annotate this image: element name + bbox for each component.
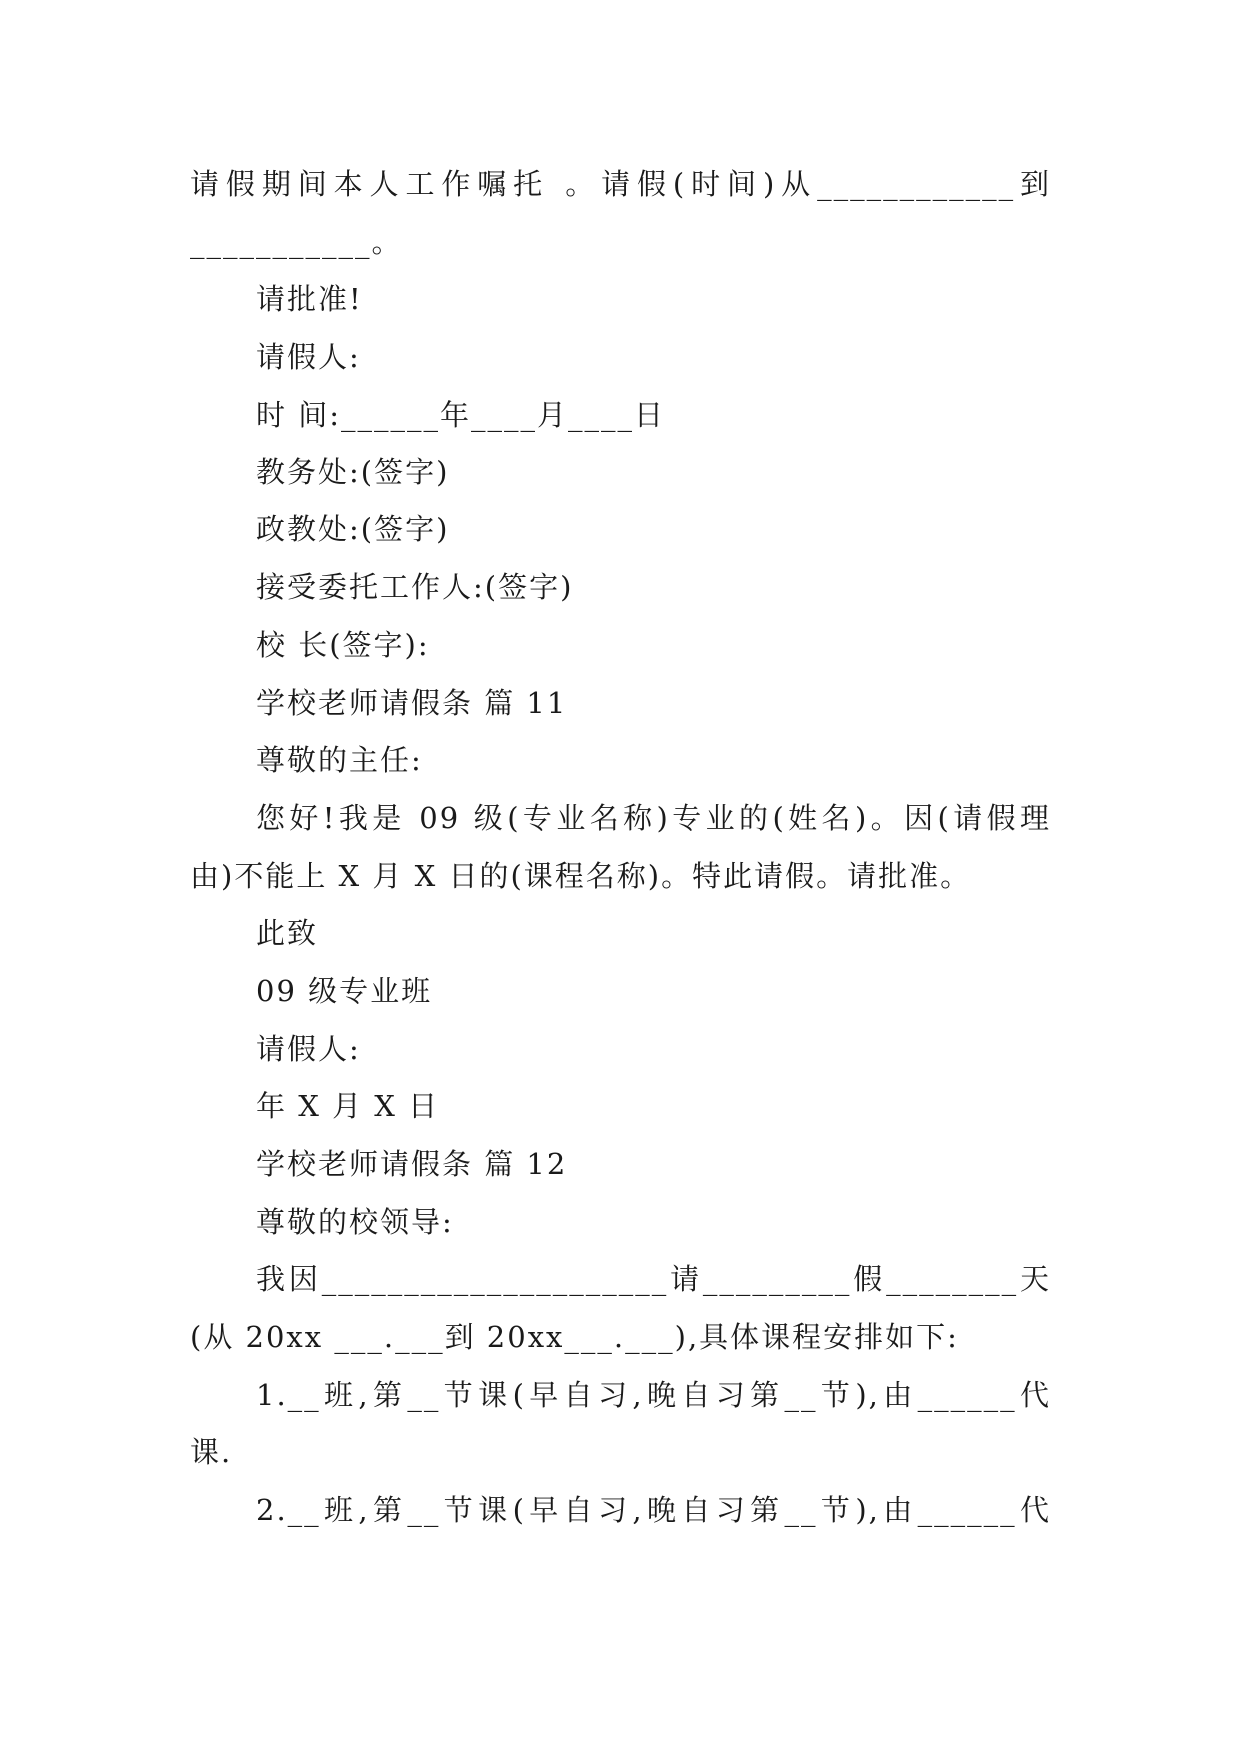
signature-label: 请假人:: [256, 1032, 361, 1066]
paragraph-line: 您好!我是 09 级(专业名称)专业的(姓名)。因(请假理: [256, 801, 1051, 835]
salutation: 尊敬的校领导:: [256, 1205, 454, 1239]
date-field-line: 时 间:______年____月____日: [256, 398, 665, 432]
signature-label: 接受委托工作人:(签字): [256, 570, 574, 604]
schedule-item: 2.__班,第__节课(早自习,晚自习第__节),由______代: [256, 1493, 1051, 1527]
date-line: 年 X 月 X 日: [256, 1089, 440, 1123]
section-heading: 学校老师请假条 篇 11: [256, 686, 568, 720]
paragraph-line: ___________。: [190, 225, 403, 259]
signature-label: 教务处:(签字): [256, 455, 450, 489]
paragraph-line: 请假期间本人工作嘱托 。请假(时间)从____________到: [190, 167, 1051, 201]
salutation: 尊敬的主任:: [256, 743, 423, 777]
paragraph-line: (从 20xx ___.___到 20xx___.___),具体课程安排如下:: [190, 1320, 959, 1354]
schedule-item-continuation: 课.: [190, 1435, 233, 1469]
paragraph-line: 我因_____________________请_________假________天: [256, 1262, 1051, 1296]
signature-label: 校 长(签字):: [256, 628, 430, 662]
schedule-item: 1.__班,第__节课(早自习,晚自习第__节),由______代: [256, 1378, 1051, 1412]
signature-label: 政教处:(签字): [256, 512, 450, 546]
signature-label: 请假人:: [256, 340, 361, 374]
recipient-line: 09 级专业班: [256, 974, 433, 1008]
paragraph-line: 由)不能上 X 月 X 日的(课程名称)。特此请假。请批准。: [190, 859, 972, 893]
paragraph-line: 请批准!: [256, 282, 363, 316]
section-heading: 学校老师请假条 篇 12: [256, 1147, 568, 1181]
closing-line: 此致: [256, 916, 319, 950]
